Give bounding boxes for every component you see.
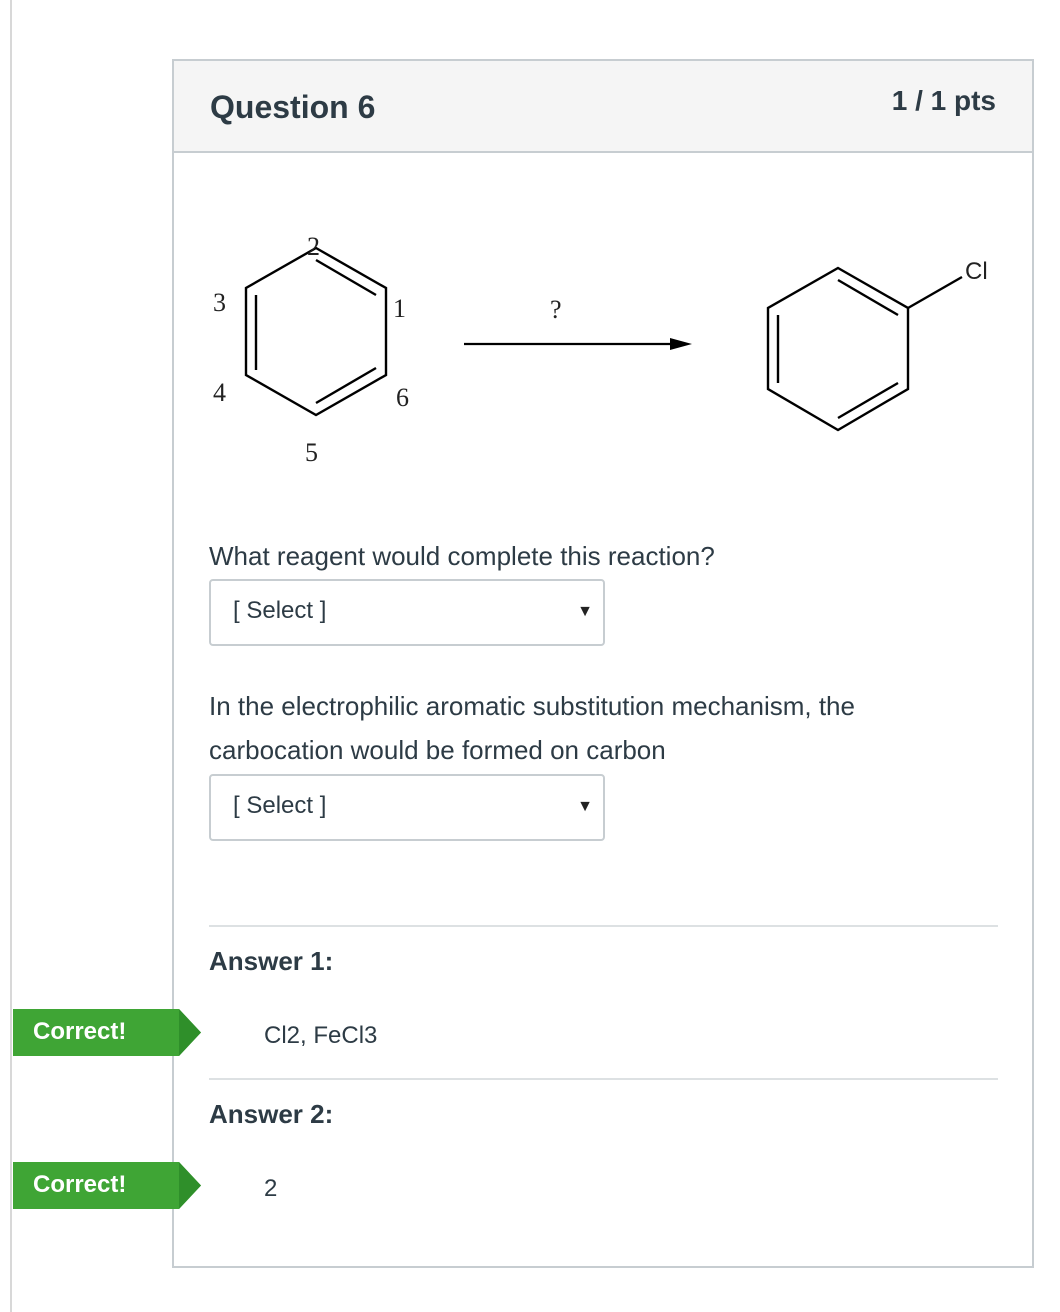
chlorine-bond (908, 277, 962, 308)
arrow-reagent-label: ? (550, 295, 562, 324)
answer-divider (209, 925, 998, 927)
correct-badge-text: Correct! (33, 1018, 127, 1045)
benzene-ring-left (246, 248, 386, 415)
benzene-product (768, 268, 962, 430)
carbon-label-3: 3 (213, 288, 226, 317)
correct-badge-answer-1 (13, 1009, 201, 1056)
correct-badge-text: Correct! (33, 1171, 127, 1198)
benzene-reactant (246, 248, 386, 415)
correct-badge-answer-2 (13, 1162, 201, 1209)
carbocation-question-prompt: In the electrophilic aromatic substitution mechanism, the carbocation would be formed on carbon (209, 691, 855, 765)
question-points: 1 / 1 pts (891, 85, 996, 116)
carbon-select[interactable] (209, 774, 605, 841)
reagent-select-value: [ Select ] (233, 597, 327, 624)
left-margin-rule (10, 0, 12, 1312)
reaction-diagram (190, 225, 1010, 475)
question-header (174, 61, 1032, 153)
question-title: Question 6 (210, 89, 376, 125)
carbon-select-value: [ Select ] (233, 792, 327, 819)
dropdown-arrow-icon: ▼ (577, 603, 593, 620)
answer-2-label: Answer 2: (209, 1099, 334, 1129)
answer-divider (209, 1078, 998, 1080)
carbon-label-2: 2 (307, 232, 320, 261)
dropdown-arrow-icon: ▼ (577, 798, 593, 815)
chlorine-label: Cl (965, 258, 988, 285)
reagent-select[interactable] (209, 579, 605, 646)
carbon-label-1: 1 (393, 294, 406, 323)
reaction-arrow (464, 338, 692, 350)
answer-1-label: Answer 1: (209, 946, 334, 976)
answer-1-value: Cl2, FeCl3 (264, 1022, 378, 1049)
reagent-question-prompt: What reagent would complete this reaction? (209, 541, 715, 571)
answer-2-value: 2 (264, 1175, 278, 1202)
carbon-label-5: 5 (305, 438, 318, 467)
carbon-label-4: 4 (213, 378, 226, 407)
carbon-label-6: 6 (396, 383, 409, 412)
benzene-ring-right (768, 268, 908, 430)
